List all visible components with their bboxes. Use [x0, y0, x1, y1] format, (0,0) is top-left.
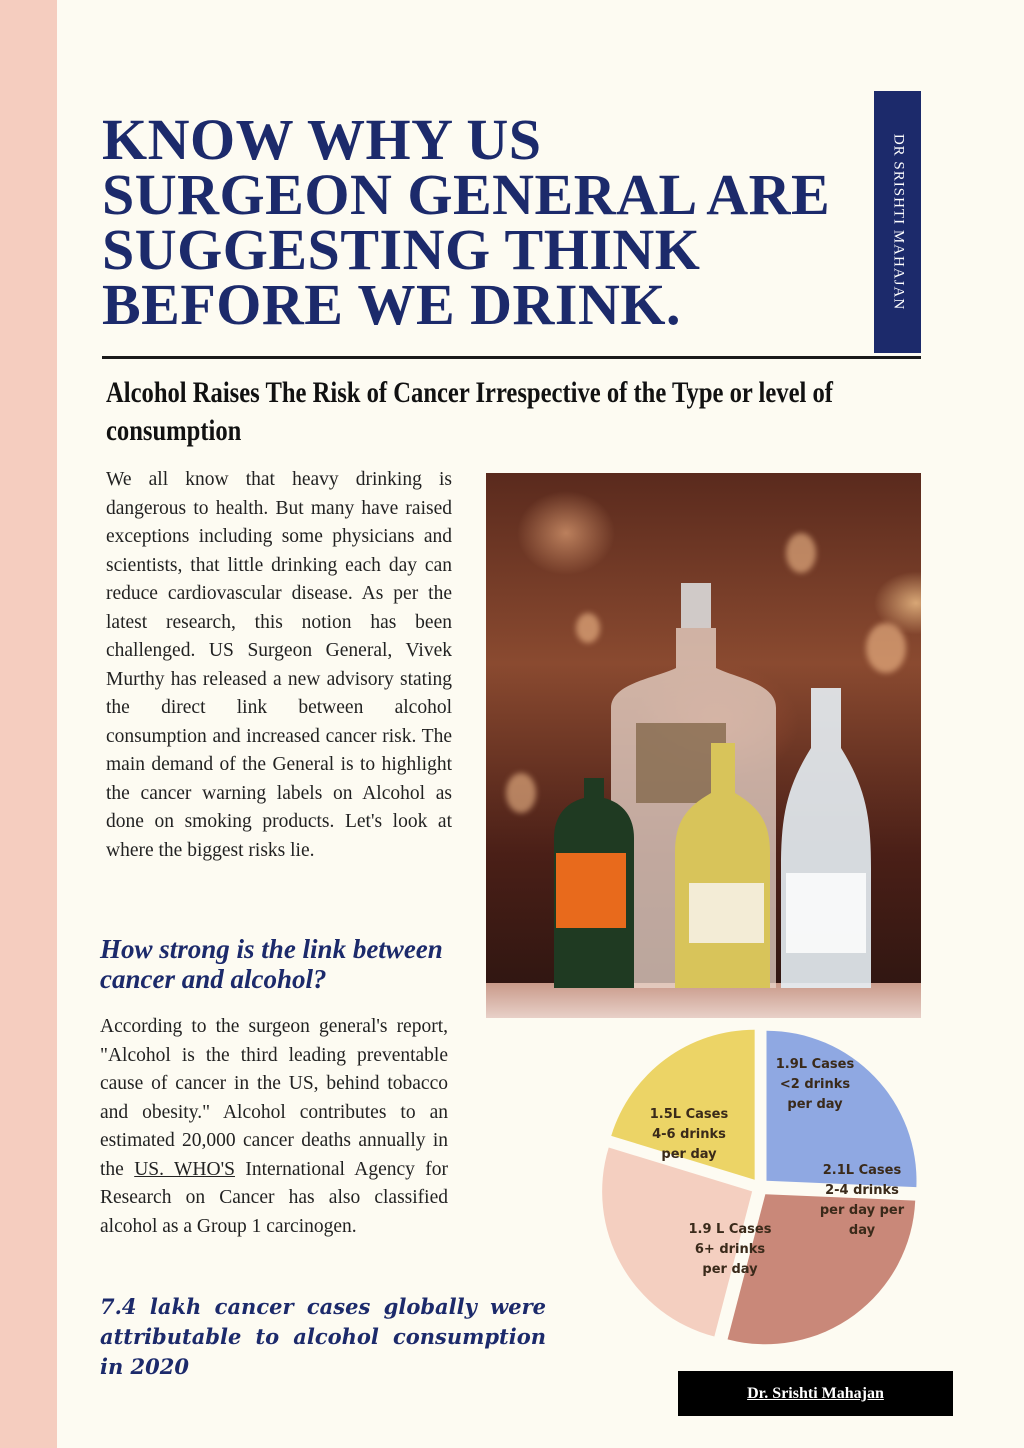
title-line: SURGEON GENERAL ARE	[102, 162, 831, 227]
pie-label-line: 1.9L Cases	[775, 1057, 855, 1072]
pie-label-line: per day	[661, 1147, 717, 1162]
pie-label-3	[678, 1220, 782, 1280]
intro-paragraph: We all know that heavy drinking is dangerous to health. But many have raised exceptions including some physicians and scientists, that little drinking each day can reduce cardiovascular disease. As per the latest research, this notion has been challenged. US Surgeon General, Vivek Murthy has released a new advisory stating the direct link between alcohol consumption and increased cancer risk. The main demand of the General is to highlight the cancer warning labels on Alcohol as done on smoking products. Let's look at where the biggest risks lie.	[106, 469, 452, 861]
pie-label-line: 1.5L Cases	[649, 1107, 729, 1122]
pie-label-line: day	[848, 1223, 876, 1238]
pie-label-2	[811, 1161, 913, 1241]
page-title	[102, 107, 882, 337]
title-line: SUGGESTING THINK	[102, 217, 701, 282]
who-link[interactable]: US. WHO'S	[134, 1158, 235, 1180]
pie-label-line: per day	[702, 1262, 758, 1277]
pie-label-1	[765, 1055, 865, 1115]
bottles-illustration	[486, 473, 921, 1018]
section-text: International Agency for Research on Cancer has also classified alcohol as a Group 1 carcinogen.	[100, 1158, 448, 1237]
section-paragraph	[100, 1013, 448, 1241]
author-footer-badge: Dr. Srishti Mahajan	[678, 1371, 953, 1416]
pie-label-line: 2.1L Cases	[822, 1163, 902, 1178]
pie-label-line: <2 drinks	[779, 1077, 851, 1092]
pie-label-line: per day per	[819, 1203, 905, 1218]
title-divider	[102, 356, 921, 359]
statistic-quote: 7.4 lakh cancer cases globally were attributable to alcohol consumption in 2020	[100, 1294, 546, 1379]
tequila-label	[689, 883, 764, 943]
pie-label-4	[639, 1105, 739, 1165]
subtitle: Alcohol Raises The Risk of Cancer Irrespective of the Type or level of consumption	[106, 376, 833, 447]
pie-label-line: 6+ drinks	[694, 1242, 766, 1257]
pie-label-line: 4-6 drinks	[652, 1127, 726, 1142]
pie-chart	[578, 1027, 938, 1347]
section-text: According to the surgeon general's report, "Alcohol is the third leading preventable cause of cancer in the US, behind tobacco and obesity." Alcohol contributes to an estimated 20,000 cancer deaths annually in the	[100, 1016, 448, 1180]
side-tab-text: DR SRISHTI MAHAJAN	[890, 133, 906, 311]
section-heading: How strong is the link between cancer and alcohol?	[100, 934, 443, 994]
vodka-cap	[681, 583, 711, 628]
alcohol-bottles-photo	[486, 473, 921, 1018]
pie-label-line: 1.9 L Cases	[688, 1222, 772, 1237]
pie-label-line: 2-4 drinks	[825, 1183, 899, 1198]
title-line: BEFORE WE DRINK.	[102, 272, 681, 337]
jager-label	[556, 853, 626, 928]
title-line: KNOW WHY US	[102, 107, 542, 172]
left-accent-strip	[0, 0, 57, 1448]
pie-label-line: per day	[787, 1097, 843, 1112]
author-side-tab	[874, 91, 921, 353]
wine-label	[786, 873, 866, 953]
